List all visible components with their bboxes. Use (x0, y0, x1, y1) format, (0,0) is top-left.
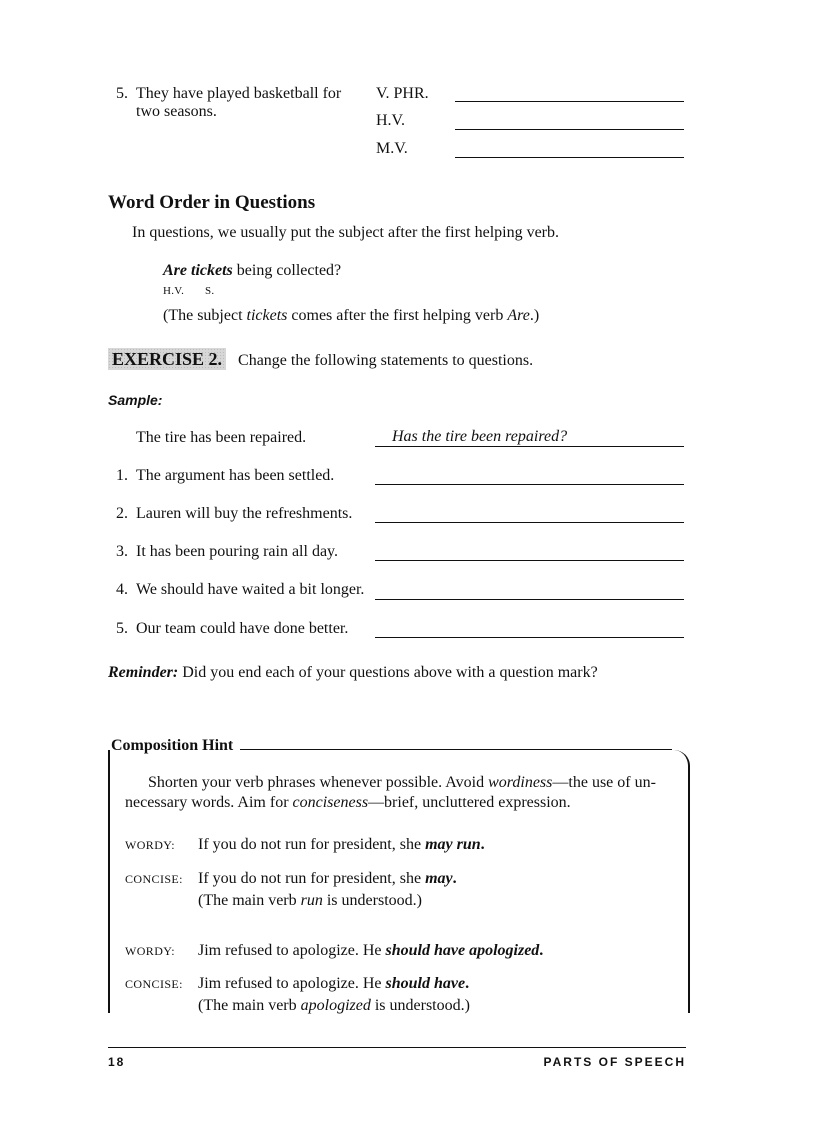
exercise-item-number: 2. (116, 505, 128, 522)
hint-paragraph-line2: necessary words. Aim for conciseness—brief, uncluttered expression. (125, 794, 571, 811)
example-sentence (163, 261, 341, 281)
answer-line[interactable] (375, 522, 684, 523)
exercise-item-text: Our team could have done better. (136, 620, 349, 637)
intro-text: In questions, we usually put the subject after the first helping verb. (132, 224, 560, 241)
hint-paragraph-line1: Shorten your verb phrases whenever possible. Avoid wordiness—the use of un- (148, 774, 656, 791)
answer-line[interactable] (455, 129, 684, 130)
exercise-item-text: The argument has been settled. (136, 467, 335, 484)
label-main-verb: M.V. (376, 140, 408, 157)
label-hv: H.V. (163, 285, 185, 297)
label-verb-phrase: V. PHR. (376, 85, 429, 102)
answer-line[interactable] (375, 560, 684, 561)
exercise-item-text: Lauren will buy the refreshments. (136, 505, 353, 522)
answer-line[interactable] (375, 484, 684, 485)
sample-answer: Has the tire been repaired? (392, 428, 568, 445)
reminder (108, 663, 598, 683)
running-footer: PARTS OF SPEECH (543, 1055, 686, 1069)
exercise-item-number: 4. (116, 581, 128, 598)
item-text-line2: two seasons. (136, 103, 217, 120)
answer-line[interactable] (455, 101, 684, 102)
wordy-label: WORDY: (125, 838, 175, 852)
concise-example: If you do not run for president, she may. (198, 870, 457, 887)
wordy-example: Jim refused to apologize. He should have apologized. (198, 942, 544, 959)
example-bold: Are tickets (163, 262, 233, 279)
wordy-label: WORDY: (125, 944, 175, 958)
footer-rule (108, 1047, 686, 1048)
example-note: (The subject tickets comes after the first helping verb Are.) (163, 307, 540, 324)
answer-line[interactable] (455, 157, 684, 158)
example-rest: being collected? (232, 262, 342, 279)
concise-note: (The main verb run is understood.) (198, 892, 422, 909)
concise-label: CONCISE: (125, 872, 183, 886)
label-helping-verb: H.V. (376, 112, 406, 129)
reminder-label: Reminder: (108, 664, 179, 681)
sample-label: Sample: (108, 392, 163, 408)
reminder-text: Did you end each of your questions above with a question mark? (182, 664, 598, 681)
exercise-instruction: Change the following statements to questions. (238, 352, 534, 369)
hint-title: Composition Hint (111, 737, 234, 754)
wordy-example: If you do not run for president, she may run. (198, 836, 485, 853)
item-number: 5. (116, 85, 128, 102)
exercise-header (108, 349, 533, 371)
answer-line[interactable] (375, 599, 684, 600)
concise-label: CONCISE: (125, 977, 183, 991)
page-number: 18 (108, 1055, 126, 1069)
exercise-item-text: It has been pouring rain all day. (136, 543, 339, 560)
exercise-item-number: 1. (116, 467, 128, 484)
label-s: S. (205, 285, 215, 297)
concise-example: Jim refused to apologize. He should have. (198, 975, 470, 992)
exercise-item-number: 3. (116, 543, 128, 560)
exercise-item-number: 5. (116, 620, 128, 637)
sample-statement: The tire has been repaired. (136, 429, 307, 446)
item-text-line1: They have played basketball for (136, 85, 342, 102)
section-heading: Word Order in Questions (108, 192, 316, 213)
exercise-badge: EXERCISE 2. (108, 348, 226, 370)
concise-note: (The main verb apologized is understood.) (198, 997, 470, 1014)
answer-line[interactable] (375, 637, 684, 638)
answer-line[interactable] (375, 446, 684, 447)
exercise-item-text: We should have waited a bit longer. (136, 581, 365, 598)
